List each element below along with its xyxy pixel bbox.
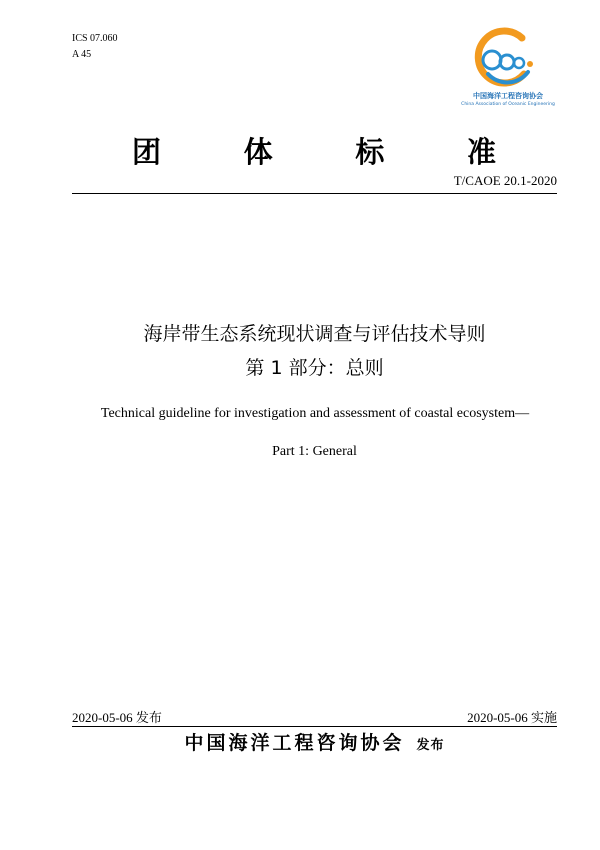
implement-date: 2020-05-06 实施 [467, 710, 557, 725]
issue-date: 2020-05-06 发布 [72, 710, 162, 725]
standard-number: T/CAOE 20.1-2020 [453, 173, 557, 188]
ics-code: ICS 07.060 [72, 33, 118, 44]
caoe-logo-icon [458, 24, 558, 90]
logo-org-en: China Association of Oceanic Engineering [461, 102, 555, 107]
standard-type-title [72, 130, 557, 169]
document-part-en: Part 1: General [272, 444, 357, 459]
publish-label: 发布 [416, 738, 445, 753]
document-subtitle-cn: 第 1 部分：总则 [245, 357, 384, 379]
header-divider [72, 193, 557, 194]
publisher-name: 中国海洋工程咨询协会 [184, 732, 405, 754]
document-title-en: Technical guideline for investigation and assessment of coastal ecosystem— [100, 406, 530, 421]
caoe-logo [458, 24, 558, 112]
ccs-code: A 45 [72, 49, 92, 60]
document-title-cn: 海岸带生态系统现状调查与评估技术导则 [143, 323, 486, 345]
title-char: 标 [355, 135, 386, 169]
footer-divider [72, 726, 557, 727]
publisher-line [72, 728, 557, 755]
title-char: 体 [243, 135, 274, 169]
title-char: 准 [466, 135, 497, 169]
logo-org-cn: 中国海洋工程咨询协会 [473, 92, 543, 100]
title-char: 团 [132, 135, 163, 169]
